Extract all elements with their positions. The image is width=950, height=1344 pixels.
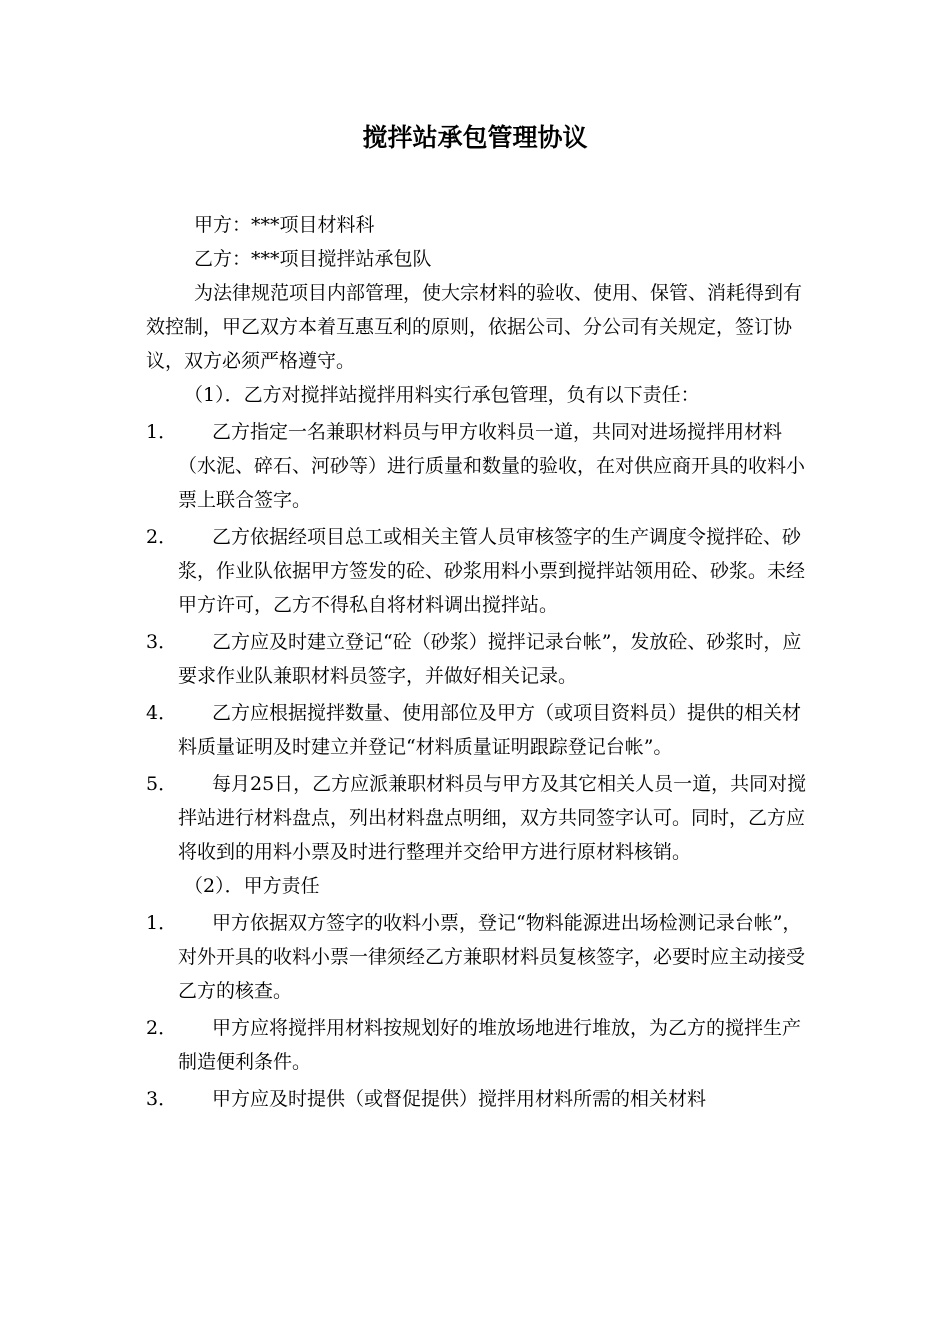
list-item-number: 1． bbox=[146, 912, 178, 934]
list-item-text: 每月25日，乙方应派兼职材料员与甲方及其它相关人员一道，共同对搅拌站进行材料盘点，列出材料盘点明细，双方共同签字认可。同时，乙方应将收到的用料小票及时进行整理并交给甲方进行原材料核销。 bbox=[178, 773, 807, 863]
document-body bbox=[146, 208, 818, 1116]
list-item-number: 4． bbox=[146, 702, 178, 724]
list-item-number: 3． bbox=[146, 631, 178, 653]
document-title: 搅拌站承包管理协议 bbox=[362, 123, 588, 152]
list-item-text: 甲方应将搅拌用材料按规划好的堆放场地进行堆放，为乙方的搅拌生产制造便利条件。 bbox=[178, 1017, 802, 1073]
list-item-number: 2． bbox=[146, 1017, 178, 1039]
party-a-line: 甲方：***项目材料科 bbox=[194, 214, 375, 236]
list-item-number: 3． bbox=[146, 1088, 178, 1110]
list-item-number: 2． bbox=[146, 526, 178, 548]
list-item bbox=[146, 1082, 818, 1116]
list-item-text: 甲方依据双方签字的收料小票，登记“物料能源进出场检测记录台帐”，对外开具的收料小票一律须经乙方兼职材料员复核签字，必要时应主动接受乙方的核查。 bbox=[178, 912, 806, 1002]
section-heading-party-a-duties: （2）．甲方责任 bbox=[184, 875, 320, 897]
list-item-text: 乙方指定一名兼职材料员与甲方收料员一道，共同对进场搅拌用材料（水泥、碎石、河砂等）进行质量和数量的验收，在对供应商开具的收料小票上联合签字。 bbox=[178, 421, 806, 511]
list-item bbox=[146, 906, 818, 1008]
list-item-text: 甲方应及时提供（或督促提供）搅拌用材料所需的相关材料 bbox=[212, 1088, 707, 1110]
list-item bbox=[146, 1011, 818, 1079]
list-item bbox=[146, 415, 818, 517]
intro-paragraph: 为法律规范项目内部管理，使大宗材料的验收、使用、保管、消耗得到有效控制，甲乙双方本着互惠互利的原则，依据公司、分公司有关规定，签订协议，双方必须严格遵守。 bbox=[146, 282, 803, 372]
list-item-number: 5． bbox=[146, 773, 178, 795]
list-item bbox=[146, 520, 818, 622]
list-item bbox=[146, 625, 818, 693]
section-heading-party-b-duties: （1）．乙方对搅拌站搅拌用料实行承包管理，负有以下责任： bbox=[184, 384, 700, 406]
list-item-number: 1． bbox=[146, 421, 178, 443]
list-item bbox=[146, 767, 818, 869]
list-item-text: 乙方应根据搅拌数量、使用部位及甲方（或项目资料员）提供的相关材料质量证明及时建立并登记“材料质量证明跟踪登记台帐”。 bbox=[178, 702, 802, 758]
list-item-text: 乙方依据经项目总工或相关主管人员审核签字的生产调度令搅拌砼、砂浆，作业队依据甲方签发的砼、砂浆用料小票到搅拌站领用砼、砂浆。未经甲方许可，乙方不得私自将材料调出搅拌站。 bbox=[178, 526, 806, 616]
list-item bbox=[146, 696, 818, 764]
list-item-text: 乙方应及时建立登记“砼（砂浆）搅拌记录台帐”，发放砼、砂浆时，应要求作业队兼职材料员签字，并做好相关记录。 bbox=[178, 631, 802, 687]
party-b-line: 乙方：***项目搅拌站承包队 bbox=[194, 248, 432, 270]
